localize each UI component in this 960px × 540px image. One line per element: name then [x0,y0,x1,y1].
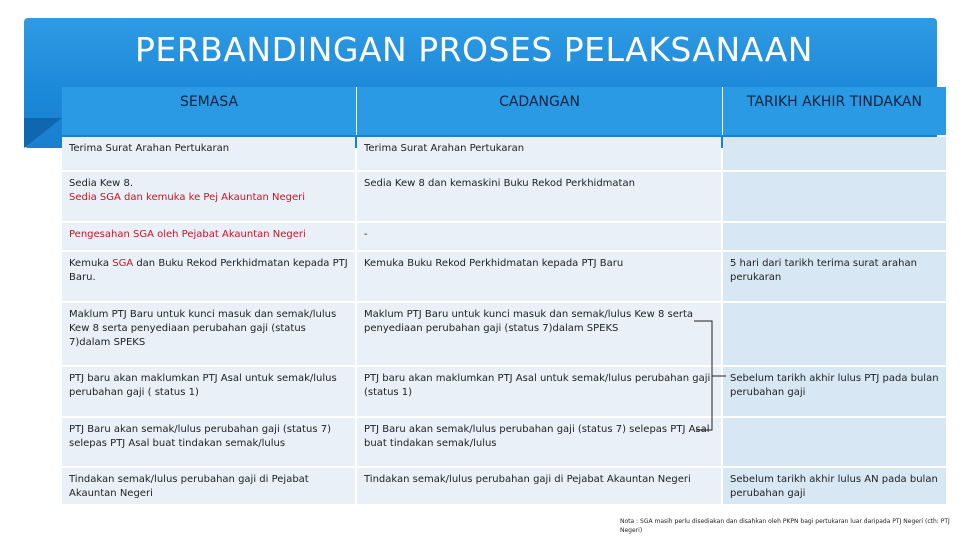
row-4-cadangan: Kemuka Buku Rekod Perkhidmatan kepada PTJ Baru [357,252,721,301]
bracket-line [694,321,712,430]
row-5-semasa: Maklum PTJ Baru untuk kunci masuk dan semak/lulus Kew 8 serta penyediaan perubahan gaji (status 7)dalam SPEKS [62,303,355,365]
header-cadangan: CADANGAN [356,87,722,135]
row-7-cadangan: PTJ Baru akan semak/lulus perubahan gaji (status 7) selepas PTJ Asal buat tindakan semak/lulus [357,418,721,466]
row-1-semasa: Terima Surat Arahan Pertukaran [62,137,355,170]
header-semasa: SEMASA [62,87,356,135]
row-4-semasa-pre: Kemuka [69,258,113,269]
row-8-cadangan: Tindakan semak/lulus perubahan gaji di Pejabat Akauntan Negeri [357,468,721,504]
page-title: PERBANDINGAN PROSES PELAKSANAAN [135,30,813,69]
row-7-semasa: PTJ Baru akan semak/lulus perubahan gaji (status 7) selepas PTJ Asal buat tindakan semak/lulus [62,418,355,466]
row-1-cadangan: Terima Surat Arahan Pertukaran [357,137,721,170]
row-6-tarikh: Sebelum tarikh akhir lulus PTJ pada bulan perubahan gaji [723,367,946,416]
row-3-semasa: Pengesahan SGA oleh Pejabat Akauntan Negeri [62,223,355,250]
row-4-tarikh: 5 hari dari tarikh terima surat arahan perukaran [723,252,946,301]
row-5-cadangan: Maklum PTJ Baru untuk kunci masuk dan semak/lulus Kew 8 serta penyediaan perubahan gaji (status 7)dalam SPEKS [357,303,721,365]
row-2-cadangan: Sedia Kew 8 dan kemaskini Buku Rekod Perkhidmatan [357,172,721,221]
row-3-cadangan: - [357,223,721,250]
row-6-cadangan: PTJ baru akan maklumkan PTJ Asal untuk semak/lulus perubahan gaji (status 1) [357,367,721,416]
row-4-semasa-post: dan Buku Rekod Perkhidmatan kepada PTJ Baru. [69,258,348,283]
row-2-semasa-line2: Sedia SGA dan kemuka ke Pej Akauntan Negeri [69,192,306,203]
row-8-tarikh: Sebelum tarikh akhir lulus AN pada bulan perubahan gaji [723,468,946,504]
row-4-semasa-sga: SGA [112,258,134,269]
row-8-semasa: Tindakan semak/lulus perubahan gaji di Pejabat Akauntan Negeri [62,468,355,504]
header-tarikh-akhir: TARIKH AKHIR TINDAKAN [722,87,946,135]
row-2-semasa-line1: Sedia Kew 8. [69,178,134,189]
footnote: Nota : SGA masih perlu disediakan dan disahkan oleh PKPN bagi pertukaran luar daripada PTJ Negeri (cth: PTJ Negeri) [620,518,950,534]
row-6-semasa: PTJ baru akan maklumkan PTJ Asal untuk semak/lulus perubahan gaji ( status 1) [62,367,355,416]
